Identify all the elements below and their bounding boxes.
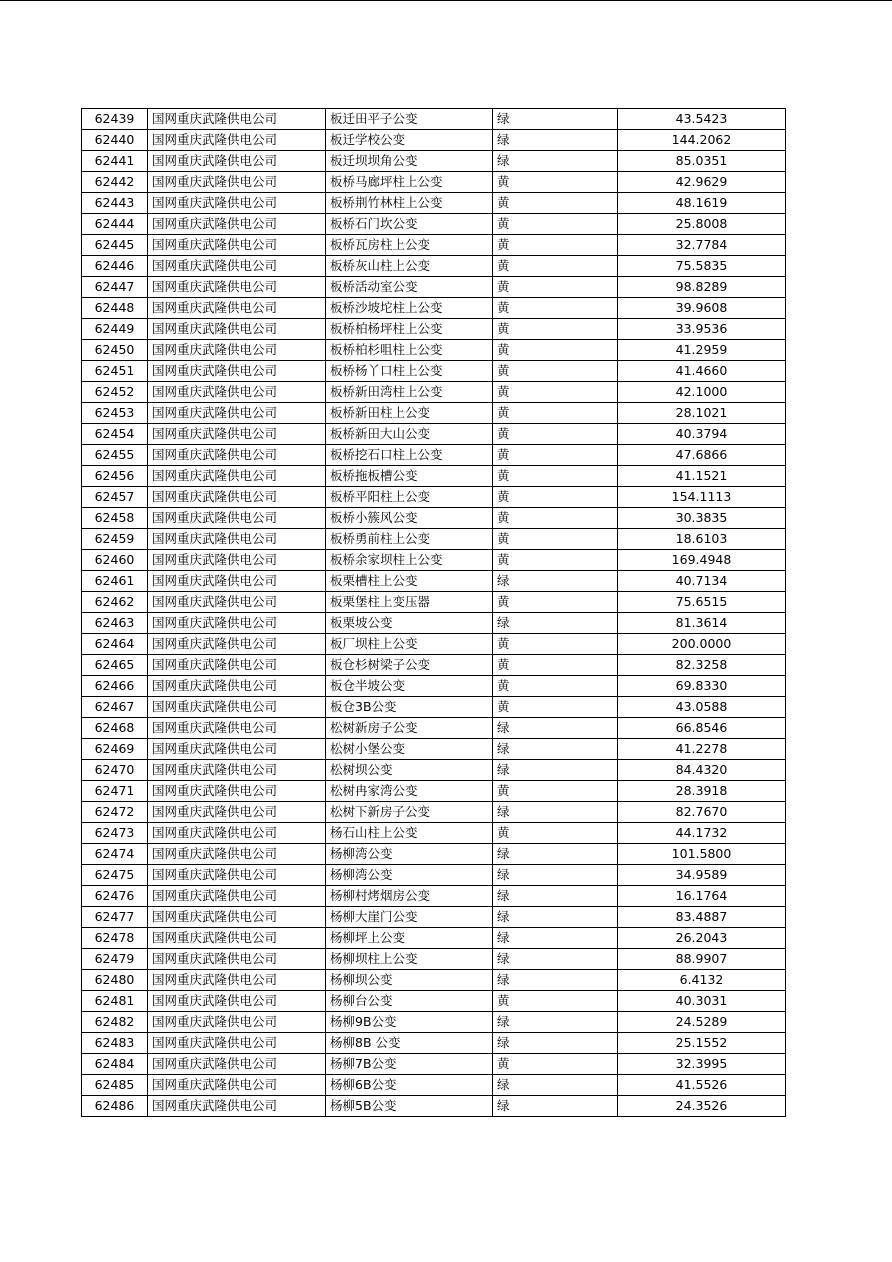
table-row [82, 907, 786, 928]
company-cell: 国网重庆武隆供电公司 [148, 256, 326, 277]
level-cell: 黄 [493, 445, 618, 466]
station-cell: 松树小堡公变 [326, 739, 493, 760]
station-cell: 杨柳坝柱上公变 [326, 949, 493, 970]
station-cell: 杨柳6B公变 [326, 1075, 493, 1096]
level-cell: 绿 [493, 739, 618, 760]
row-id-cell: 62453 [82, 403, 148, 424]
company-cell: 国网重庆武隆供电公司 [148, 235, 326, 256]
table-row [82, 823, 786, 844]
level-cell: 黄 [493, 529, 618, 550]
station-cell: 杨石山柱上公变 [326, 823, 493, 844]
station-cell: 杨柳9B公变 [326, 1012, 493, 1033]
level-cell: 绿 [493, 130, 618, 151]
table-row [82, 928, 786, 949]
level-cell: 黄 [493, 340, 618, 361]
row-id-cell: 62458 [82, 508, 148, 529]
level-cell: 绿 [493, 949, 618, 970]
row-id-cell: 62474 [82, 844, 148, 865]
company-cell: 国网重庆武隆供电公司 [148, 1033, 326, 1054]
row-id-cell: 62475 [82, 865, 148, 886]
station-cell: 松树冉家湾公变 [326, 781, 493, 802]
table-row [82, 571, 786, 592]
table-row [82, 235, 786, 256]
level-cell: 黄 [493, 298, 618, 319]
level-cell: 绿 [493, 571, 618, 592]
table-row [82, 676, 786, 697]
level-cell: 绿 [493, 844, 618, 865]
company-cell: 国网重庆武隆供电公司 [148, 1012, 326, 1033]
station-cell: 板桥勇前柱上公变 [326, 529, 493, 550]
company-cell: 国网重庆武隆供电公司 [148, 655, 326, 676]
level-cell: 绿 [493, 1033, 618, 1054]
table-row [82, 1075, 786, 1096]
row-id-cell: 62467 [82, 697, 148, 718]
station-cell: 板桥余家坝柱上公变 [326, 550, 493, 571]
company-cell: 国网重庆武隆供电公司 [148, 760, 326, 781]
value-cell: 42.1000 [618, 382, 786, 403]
station-cell: 板桥瓦房柱上公变 [326, 235, 493, 256]
value-cell: 41.5526 [618, 1075, 786, 1096]
table-row [82, 970, 786, 991]
level-cell: 黄 [493, 508, 618, 529]
table-row [82, 403, 786, 424]
company-cell: 国网重庆武隆供电公司 [148, 676, 326, 697]
table-row [82, 445, 786, 466]
value-cell: 101.5800 [618, 844, 786, 865]
station-cell: 板桥柏杨坪柱上公变 [326, 319, 493, 340]
value-cell: 33.9536 [618, 319, 786, 340]
table-row [82, 991, 786, 1012]
level-cell: 黄 [493, 676, 618, 697]
row-id-cell: 62462 [82, 592, 148, 613]
level-cell: 绿 [493, 802, 618, 823]
company-cell: 国网重庆武隆供电公司 [148, 718, 326, 739]
row-id-cell: 62464 [82, 634, 148, 655]
station-cell: 松树下新房子公变 [326, 802, 493, 823]
value-cell: 28.3918 [618, 781, 786, 802]
row-id-cell: 62468 [82, 718, 148, 739]
table-body [82, 109, 786, 1117]
company-cell: 国网重庆武隆供电公司 [148, 172, 326, 193]
row-id-cell: 62441 [82, 151, 148, 172]
station-cell: 板厂坝柱上公变 [326, 634, 493, 655]
table-row [82, 1096, 786, 1117]
value-cell: 42.9629 [618, 172, 786, 193]
station-cell: 杨柳湾公变 [326, 844, 493, 865]
level-cell: 黄 [493, 697, 618, 718]
table-row [82, 550, 786, 571]
level-cell: 绿 [493, 718, 618, 739]
value-cell: 40.3031 [618, 991, 786, 1012]
table-row [82, 214, 786, 235]
station-cell: 杨柳7B公变 [326, 1054, 493, 1075]
row-id-cell: 62465 [82, 655, 148, 676]
level-cell: 绿 [493, 1012, 618, 1033]
company-cell: 国网重庆武隆供电公司 [148, 382, 326, 403]
company-cell: 国网重庆武隆供电公司 [148, 487, 326, 508]
station-cell: 杨柳坪上公变 [326, 928, 493, 949]
level-cell: 黄 [493, 1054, 618, 1075]
company-cell: 国网重庆武隆供电公司 [148, 634, 326, 655]
value-cell: 88.9907 [618, 949, 786, 970]
station-cell: 松树新房子公变 [326, 718, 493, 739]
row-id-cell: 62457 [82, 487, 148, 508]
value-cell: 75.6515 [618, 592, 786, 613]
value-cell: 144.2062 [618, 130, 786, 151]
company-cell: 国网重庆武隆供电公司 [148, 130, 326, 151]
value-cell: 25.1552 [618, 1033, 786, 1054]
row-id-cell: 62463 [82, 613, 148, 634]
value-cell: 41.2278 [618, 739, 786, 760]
level-cell: 绿 [493, 1075, 618, 1096]
table-row [82, 844, 786, 865]
level-cell: 黄 [493, 382, 618, 403]
level-cell: 黄 [493, 991, 618, 1012]
table-row [82, 256, 786, 277]
row-id-cell: 62482 [82, 1012, 148, 1033]
row-id-cell: 62483 [82, 1033, 148, 1054]
station-cell: 板栗槽柱上公变 [326, 571, 493, 592]
station-cell: 板桥新田湾柱上公变 [326, 382, 493, 403]
company-cell: 国网重庆武隆供电公司 [148, 445, 326, 466]
value-cell: 48.1619 [618, 193, 786, 214]
row-id-cell: 62446 [82, 256, 148, 277]
level-cell: 绿 [493, 865, 618, 886]
level-cell: 绿 [493, 613, 618, 634]
row-id-cell: 62478 [82, 928, 148, 949]
value-cell: 43.0588 [618, 697, 786, 718]
level-cell: 黄 [493, 193, 618, 214]
station-cell: 板栗坡公变 [326, 613, 493, 634]
table-row [82, 487, 786, 508]
level-cell: 黄 [493, 319, 618, 340]
station-cell: 板桥活动室公变 [326, 277, 493, 298]
table-row [82, 781, 786, 802]
value-cell: 30.3835 [618, 508, 786, 529]
table-row [82, 277, 786, 298]
value-cell: 154.1113 [618, 487, 786, 508]
station-cell: 板仓杉树梁子公变 [326, 655, 493, 676]
company-cell: 国网重庆武隆供电公司 [148, 214, 326, 235]
company-cell: 国网重庆武隆供电公司 [148, 802, 326, 823]
company-cell: 国网重庆武隆供电公司 [148, 949, 326, 970]
row-id-cell: 62442 [82, 172, 148, 193]
station-cell: 板桥柏杉咀柱上公变 [326, 340, 493, 361]
station-cell: 板迁田平子公变 [326, 109, 493, 130]
station-cell: 板桥石门坎公变 [326, 214, 493, 235]
level-cell: 黄 [493, 781, 618, 802]
station-cell: 板桥拖板槽公变 [326, 466, 493, 487]
row-id-cell: 62460 [82, 550, 148, 571]
row-id-cell: 62480 [82, 970, 148, 991]
level-cell: 黄 [493, 256, 618, 277]
level-cell: 黄 [493, 487, 618, 508]
station-cell: 板桥新田大山公变 [326, 424, 493, 445]
level-cell: 绿 [493, 928, 618, 949]
level-cell: 绿 [493, 886, 618, 907]
company-cell: 国网重庆武隆供电公司 [148, 928, 326, 949]
level-cell: 黄 [493, 361, 618, 382]
station-cell: 板桥灰山柱上公变 [326, 256, 493, 277]
company-cell: 国网重庆武隆供电公司 [148, 907, 326, 928]
table-row [82, 361, 786, 382]
row-id-cell: 62485 [82, 1075, 148, 1096]
station-cell: 板栗堡柱上变压器 [326, 592, 493, 613]
company-cell: 国网重庆武隆供电公司 [148, 466, 326, 487]
table-row [82, 130, 786, 151]
table-row [82, 697, 786, 718]
company-cell: 国网重庆武隆供电公司 [148, 970, 326, 991]
table-row [82, 1012, 786, 1033]
row-id-cell: 62452 [82, 382, 148, 403]
row-id-cell: 62449 [82, 319, 148, 340]
row-id-cell: 62444 [82, 214, 148, 235]
value-cell: 41.2959 [618, 340, 786, 361]
station-cell: 杨柳台公变 [326, 991, 493, 1012]
station-cell: 板桥小簇风公变 [326, 508, 493, 529]
table-row [82, 424, 786, 445]
row-id-cell: 62461 [82, 571, 148, 592]
company-cell: 国网重庆武隆供电公司 [148, 298, 326, 319]
row-id-cell: 62472 [82, 802, 148, 823]
table-row [82, 592, 786, 613]
value-cell: 24.3526 [618, 1096, 786, 1117]
company-cell: 国网重庆武隆供电公司 [148, 991, 326, 1012]
company-cell: 国网重庆武隆供电公司 [148, 1096, 326, 1117]
value-cell: 41.4660 [618, 361, 786, 382]
row-id-cell: 62486 [82, 1096, 148, 1117]
company-cell: 国网重庆武隆供电公司 [148, 508, 326, 529]
level-cell: 黄 [493, 550, 618, 571]
table-row [82, 151, 786, 172]
company-cell: 国网重庆武隆供电公司 [148, 151, 326, 172]
station-cell: 杨柳湾公变 [326, 865, 493, 886]
row-id-cell: 62439 [82, 109, 148, 130]
company-cell: 国网重庆武隆供电公司 [148, 109, 326, 130]
level-cell: 黄 [493, 277, 618, 298]
row-id-cell: 62445 [82, 235, 148, 256]
station-cell: 板桥杨丫口柱上公变 [326, 361, 493, 382]
station-cell: 板桥新田柱上公变 [326, 403, 493, 424]
row-id-cell: 62471 [82, 781, 148, 802]
level-cell: 绿 [493, 151, 618, 172]
table-row [82, 529, 786, 550]
level-cell: 绿 [493, 970, 618, 991]
value-cell: 82.3258 [618, 655, 786, 676]
value-cell: 66.8546 [618, 718, 786, 739]
level-cell: 黄 [493, 172, 618, 193]
value-cell: 28.1021 [618, 403, 786, 424]
row-id-cell: 62473 [82, 823, 148, 844]
company-cell: 国网重庆武隆供电公司 [148, 781, 326, 802]
value-cell: 24.5289 [618, 1012, 786, 1033]
station-cell: 板桥平阳柱上公变 [326, 487, 493, 508]
value-cell: 200.0000 [618, 634, 786, 655]
company-cell: 国网重庆武隆供电公司 [148, 319, 326, 340]
table-row [82, 466, 786, 487]
station-cell: 板迁坝坝角公变 [326, 151, 493, 172]
level-cell: 黄 [493, 214, 618, 235]
station-cell: 杨柳大崖门公变 [326, 907, 493, 928]
company-cell: 国网重庆武隆供电公司 [148, 697, 326, 718]
table-row [82, 949, 786, 970]
value-cell: 75.5835 [618, 256, 786, 277]
row-id-cell: 62469 [82, 739, 148, 760]
level-cell: 绿 [493, 760, 618, 781]
row-id-cell: 62447 [82, 277, 148, 298]
table-row [82, 739, 786, 760]
level-cell: 绿 [493, 907, 618, 928]
company-cell: 国网重庆武隆供电公司 [148, 361, 326, 382]
row-id-cell: 62443 [82, 193, 148, 214]
table-row [82, 298, 786, 319]
table-row [82, 508, 786, 529]
value-cell: 32.3995 [618, 1054, 786, 1075]
value-cell: 16.1764 [618, 886, 786, 907]
table-row [82, 760, 786, 781]
value-cell: 83.4887 [618, 907, 786, 928]
station-cell: 板迁学校公变 [326, 130, 493, 151]
company-cell: 国网重庆武隆供电公司 [148, 865, 326, 886]
company-cell: 国网重庆武隆供电公司 [148, 739, 326, 760]
level-cell: 黄 [493, 634, 618, 655]
value-cell: 6.4132 [618, 970, 786, 991]
table-row [82, 634, 786, 655]
table-row [82, 340, 786, 361]
level-cell: 绿 [493, 1096, 618, 1117]
table-row [82, 172, 786, 193]
value-cell: 41.1521 [618, 466, 786, 487]
row-id-cell: 62450 [82, 340, 148, 361]
company-cell: 国网重庆武隆供电公司 [148, 1054, 326, 1075]
station-cell: 板仓半坡公变 [326, 676, 493, 697]
level-cell: 黄 [493, 592, 618, 613]
company-cell: 国网重庆武隆供电公司 [148, 844, 326, 865]
value-cell: 43.5423 [618, 109, 786, 130]
value-cell: 34.9589 [618, 865, 786, 886]
value-cell: 169.4948 [618, 550, 786, 571]
company-cell: 国网重庆武隆供电公司 [148, 550, 326, 571]
row-id-cell: 62455 [82, 445, 148, 466]
table-row [82, 1033, 786, 1054]
row-id-cell: 62454 [82, 424, 148, 445]
row-id-cell: 62479 [82, 949, 148, 970]
page-top-border [0, 0, 892, 1]
company-cell: 国网重庆武隆供电公司 [148, 340, 326, 361]
station-cell: 杨柳坝公变 [326, 970, 493, 991]
company-cell: 国网重庆武隆供电公司 [148, 613, 326, 634]
value-cell: 98.8289 [618, 277, 786, 298]
value-cell: 84.4320 [618, 760, 786, 781]
table-row [82, 109, 786, 130]
value-cell: 82.7670 [618, 802, 786, 823]
station-cell: 板桥沙坡坨柱上公变 [326, 298, 493, 319]
row-id-cell: 62451 [82, 361, 148, 382]
table-row [82, 865, 786, 886]
level-cell: 黄 [493, 403, 618, 424]
value-cell: 25.8008 [618, 214, 786, 235]
station-cell: 杨柳8B 公变 [326, 1033, 493, 1054]
data-table [81, 108, 786, 1117]
company-cell: 国网重庆武隆供电公司 [148, 592, 326, 613]
value-cell: 44.1732 [618, 823, 786, 844]
row-id-cell: 62448 [82, 298, 148, 319]
level-cell: 绿 [493, 109, 618, 130]
station-cell: 松树坝公变 [326, 760, 493, 781]
station-cell: 板桥马廊坪柱上公变 [326, 172, 493, 193]
table-row [82, 802, 786, 823]
row-id-cell: 62477 [82, 907, 148, 928]
table-row [82, 718, 786, 739]
station-cell: 板桥挖石口柱上公变 [326, 445, 493, 466]
row-id-cell: 62484 [82, 1054, 148, 1075]
value-cell: 40.3794 [618, 424, 786, 445]
table-row [82, 319, 786, 340]
value-cell: 39.9608 [618, 298, 786, 319]
value-cell: 26.2043 [618, 928, 786, 949]
station-cell: 板仓3B公变 [326, 697, 493, 718]
station-cell: 杨柳村烤烟房公变 [326, 886, 493, 907]
value-cell: 40.7134 [618, 571, 786, 592]
company-cell: 国网重庆武隆供电公司 [148, 403, 326, 424]
row-id-cell: 62459 [82, 529, 148, 550]
row-id-cell: 62470 [82, 760, 148, 781]
value-cell: 18.6103 [618, 529, 786, 550]
value-cell: 69.8330 [618, 676, 786, 697]
company-cell: 国网重庆武隆供电公司 [148, 277, 326, 298]
level-cell: 黄 [493, 235, 618, 256]
company-cell: 国网重庆武隆供电公司 [148, 529, 326, 550]
company-cell: 国网重庆武隆供电公司 [148, 1075, 326, 1096]
table-row [82, 1054, 786, 1075]
company-cell: 国网重庆武隆供电公司 [148, 571, 326, 592]
company-cell: 国网重庆武隆供电公司 [148, 823, 326, 844]
row-id-cell: 62456 [82, 466, 148, 487]
table-row [82, 655, 786, 676]
level-cell: 黄 [493, 655, 618, 676]
value-cell: 47.6866 [618, 445, 786, 466]
level-cell: 黄 [493, 466, 618, 487]
table-row [82, 886, 786, 907]
row-id-cell: 62466 [82, 676, 148, 697]
value-cell: 32.7784 [618, 235, 786, 256]
level-cell: 黄 [493, 823, 618, 844]
table-row [82, 613, 786, 634]
table-row [82, 382, 786, 403]
level-cell: 黄 [493, 424, 618, 445]
company-cell: 国网重庆武隆供电公司 [148, 886, 326, 907]
company-cell: 国网重庆武隆供电公司 [148, 193, 326, 214]
station-cell: 板桥荆竹林柱上公变 [326, 193, 493, 214]
value-cell: 85.0351 [618, 151, 786, 172]
value-cell: 81.3614 [618, 613, 786, 634]
company-cell: 国网重庆武隆供电公司 [148, 424, 326, 445]
row-id-cell: 62481 [82, 991, 148, 1012]
station-cell: 杨柳5B公变 [326, 1096, 493, 1117]
table-row [82, 193, 786, 214]
row-id-cell: 62440 [82, 130, 148, 151]
row-id-cell: 62476 [82, 886, 148, 907]
